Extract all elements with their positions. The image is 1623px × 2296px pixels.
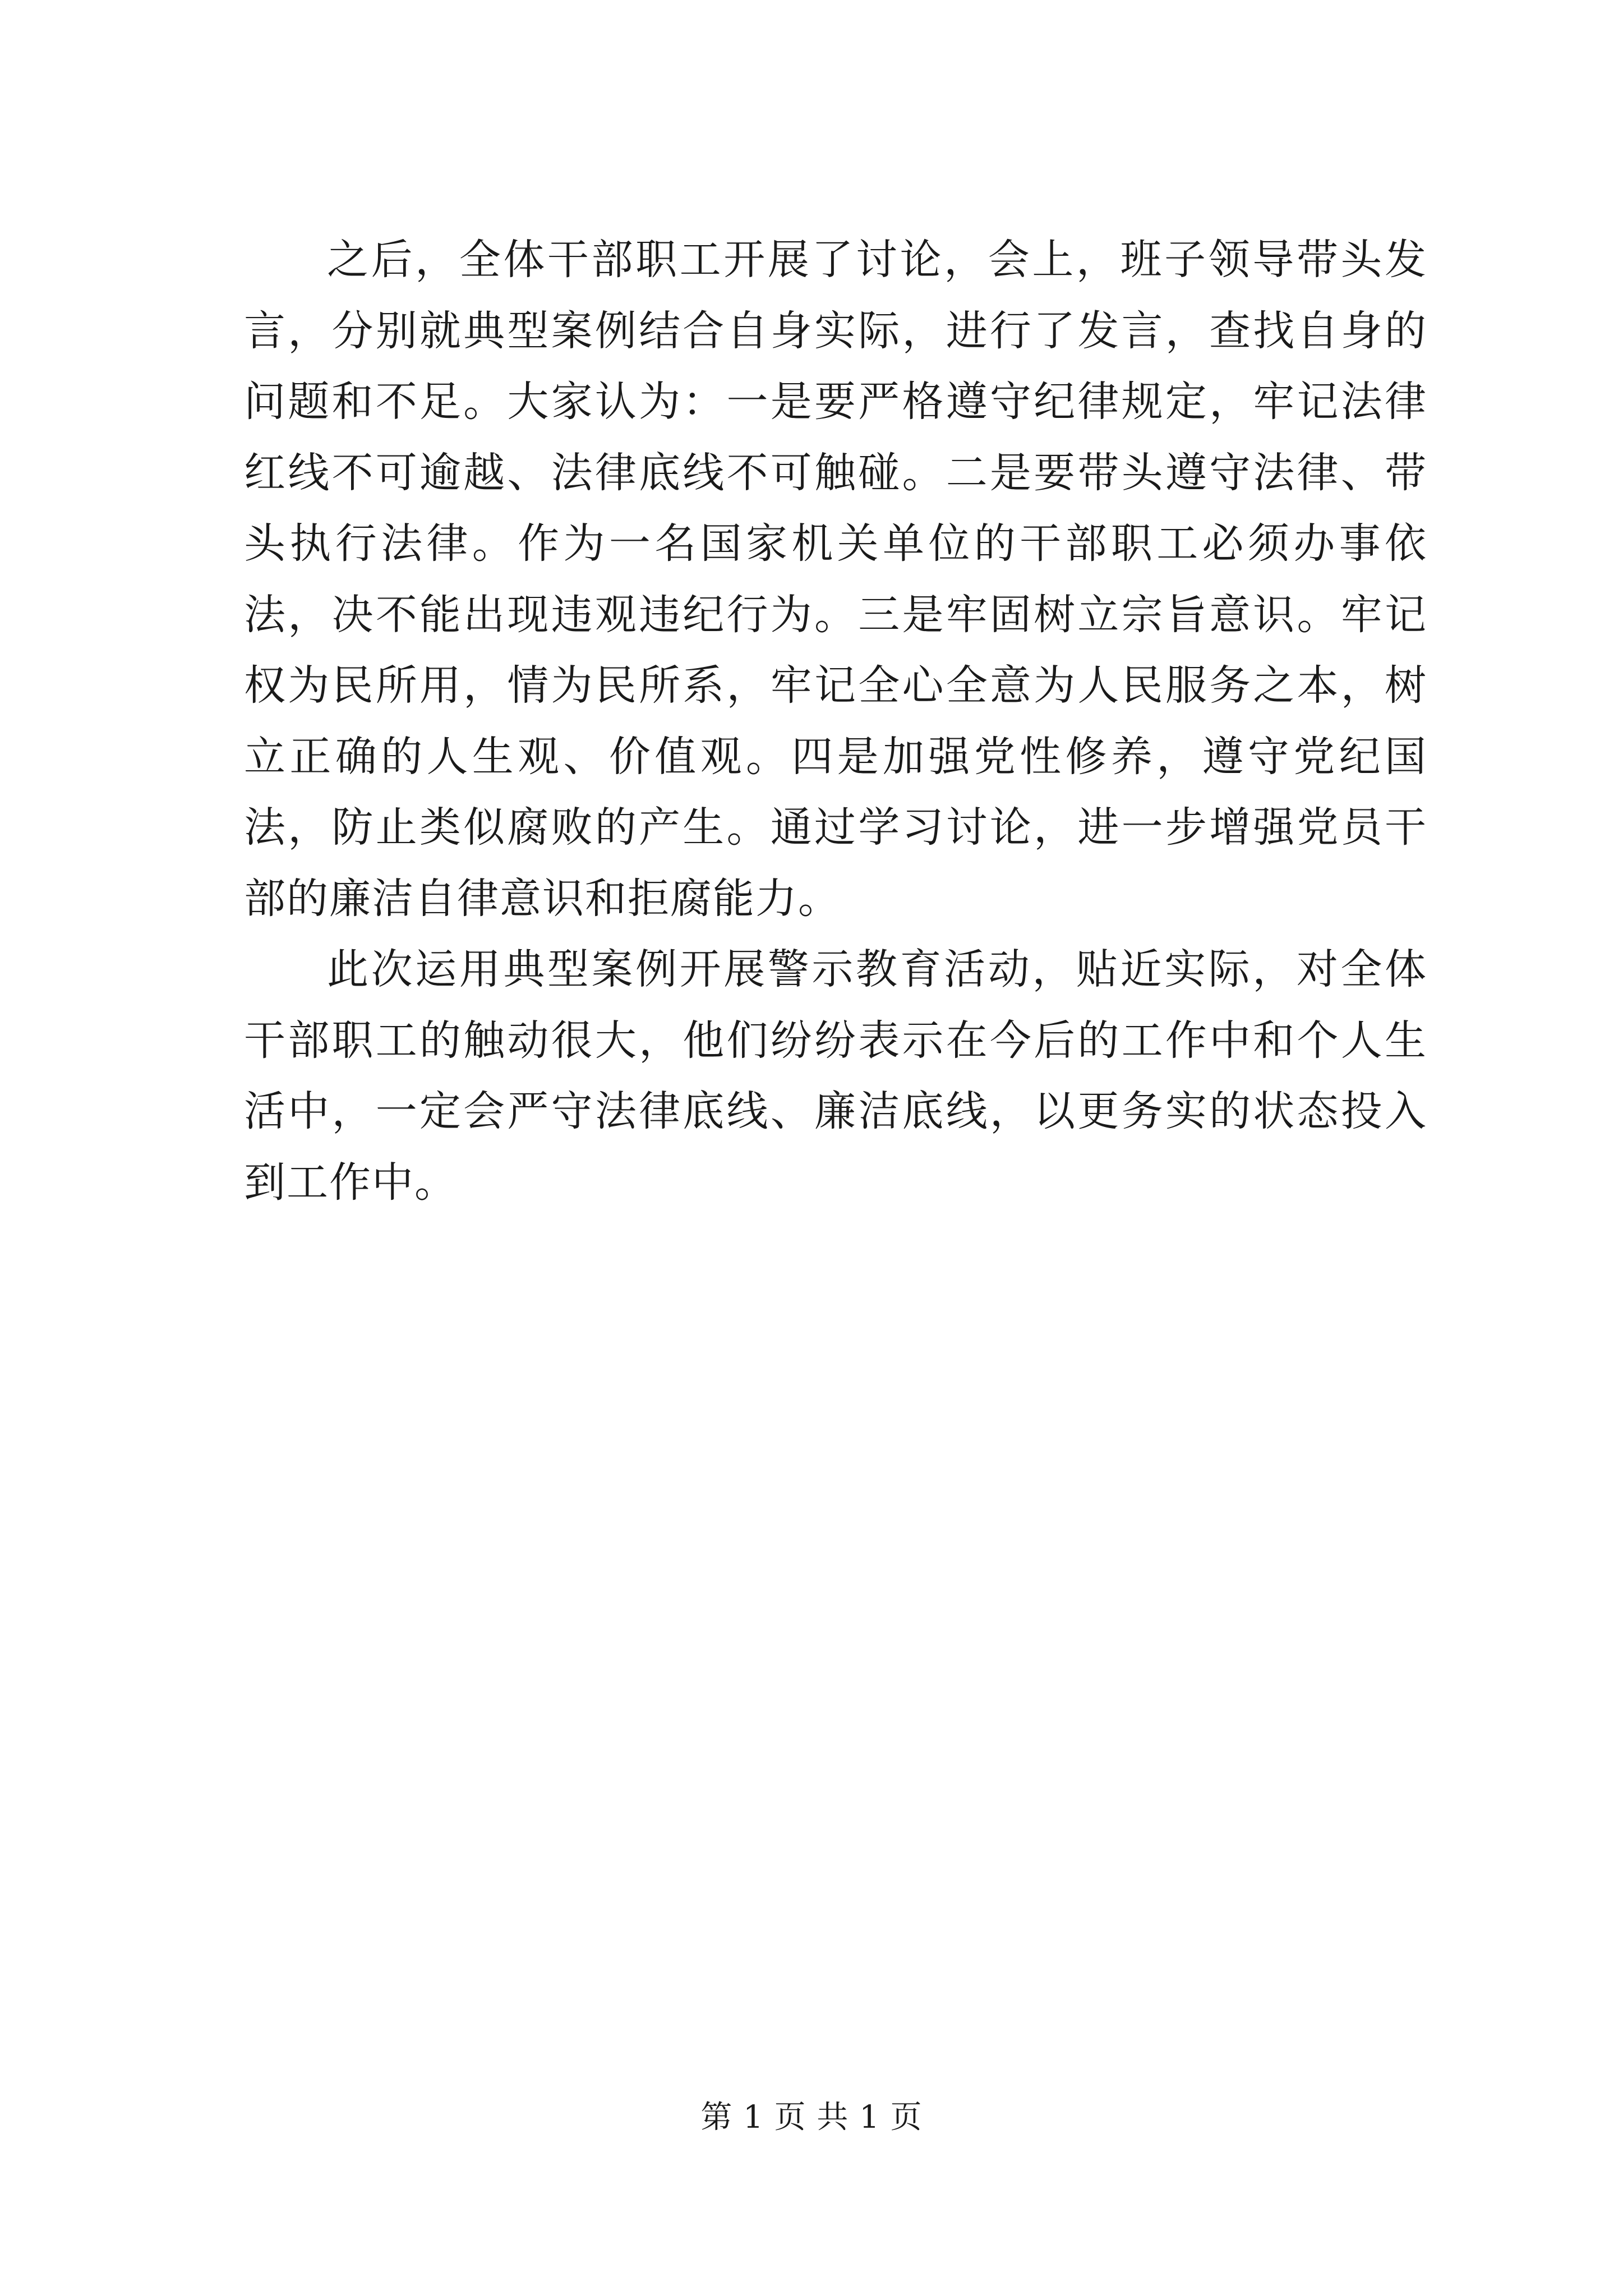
body-paragraph: 之后，全体干部职工开展了讨论，会上，班子领导带头发言，分别就典型案例结合自身实际，进行了发言，查找自身的问题和不足。大家认为：一是要严格遵守纪律规定，牢记法律红线不可逾越、法律底线不可触碰。二是要带头遵守法律、带头执行法律。作为一名国家机关单位的干部职工必须办事依法，决不能出现违观违纪行为。三是牢固树立宗旨意识。牢记权为民所用，情为民所系，牢记全心全意为人民服务之本，树立正确的人生观、价值观。四是加强党性修养，遵守党纪国法，防止类似腐败的产生。通过学习讨论，进一步增强党员干部的廉洁自律意识和拒腐能力。 <box>244 236 1427 923</box>
page-footer: 第 1 页 共 1 页 <box>700 2099 923 2136</box>
body-paragraph: 此次运用典型案例开展警示教育活动，贴近实际，对全体干部职工的触动很大，他们纷纷表示在今后的工作中和个人生活中，一定会严守法律底线、廉洁底线，以更务实的状态投入到工作中。 <box>244 945 1427 1207</box>
document-body <box>244 224 1427 1218</box>
